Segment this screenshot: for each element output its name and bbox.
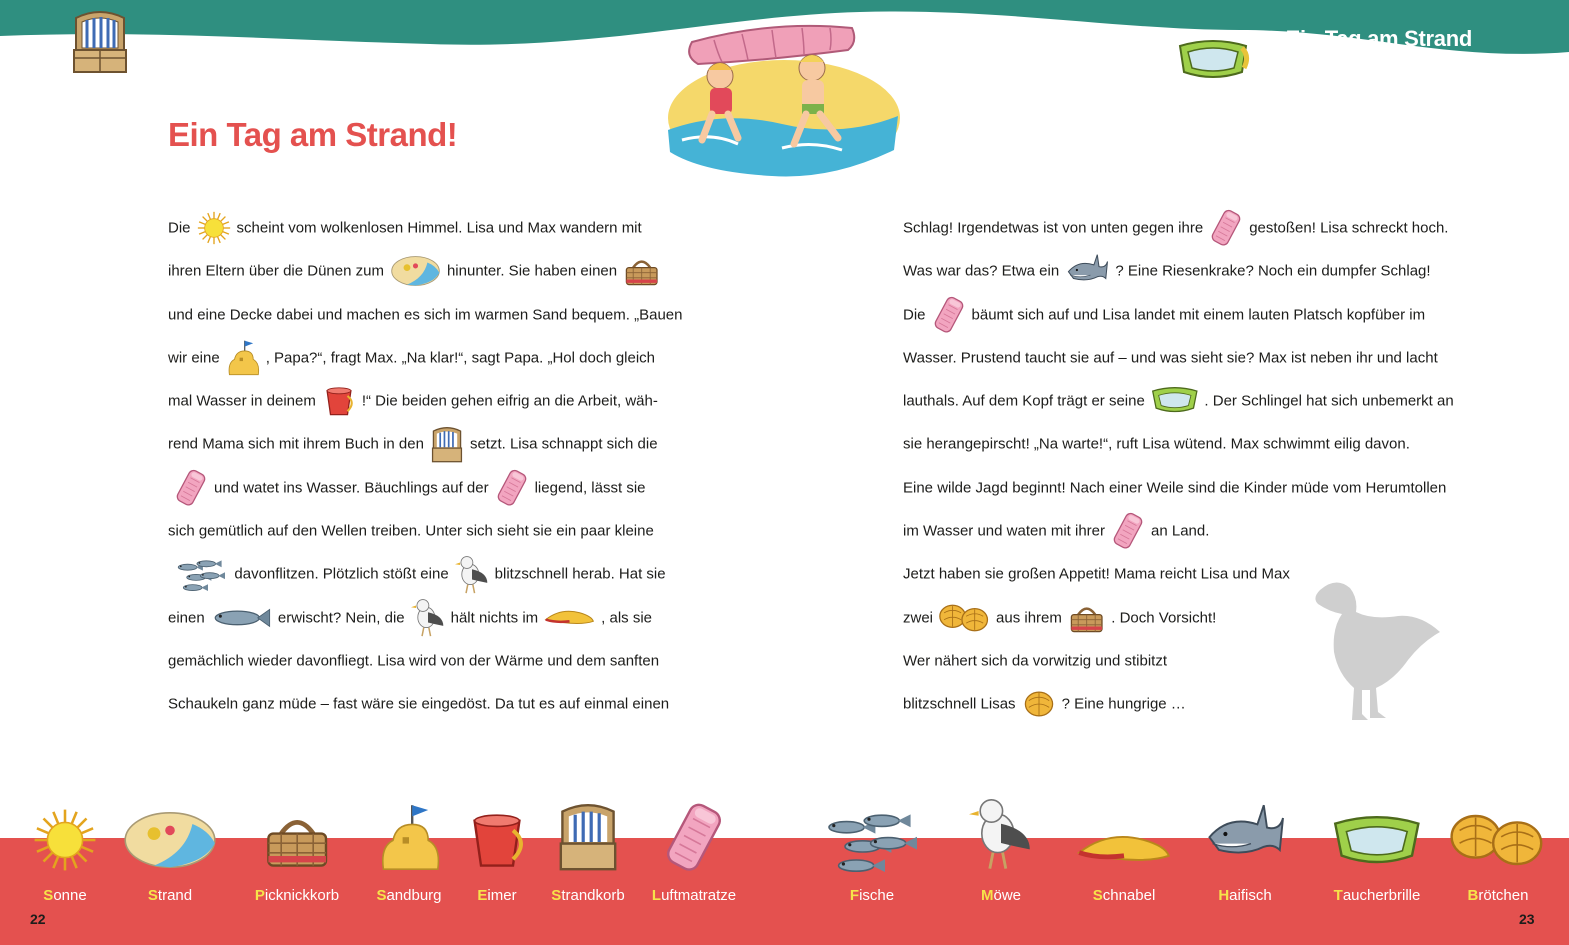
vocabulary-label: [802, 887, 942, 904]
story-column-left: [168, 206, 728, 726]
story-line: [168, 336, 728, 379]
story-line: [903, 293, 1493, 336]
story-line: [903, 422, 1493, 465]
shark-icon: [1175, 782, 1315, 872]
story-text: gestoßen! Lisa schreckt hoch.: [1249, 219, 1449, 237]
vocabulary-word-rest: ische: [859, 887, 895, 904]
story-text: einen: [168, 609, 205, 627]
beach-icon: [100, 782, 240, 872]
bucket-icon: [322, 384, 356, 418]
vocabulary-item: [1054, 782, 1194, 904]
vocabulary-initial: P: [254, 887, 265, 904]
story-text: sich gemütlich auf den Wellen treiben. Unter sich sieht sie ein paar kleine: [168, 522, 654, 540]
story-text: setzt. Lisa schnappt sich die: [469, 435, 658, 453]
vocabulary-initial: T: [1333, 887, 1343, 904]
fish-icon: [802, 782, 942, 872]
story-text: Schlag! Irgendetwas ist von unten gegen ihre: [903, 219, 1204, 237]
shark-icon: [1065, 253, 1109, 290]
vocabulary-label: [1428, 887, 1568, 904]
air-mattress-icon: [495, 469, 529, 506]
air-mattress-icon: [624, 782, 764, 872]
story-line: [903, 336, 1493, 379]
vocabulary-word-rest: rötchen: [1478, 887, 1529, 904]
beach-chair-icon: [430, 426, 464, 463]
story-line: [168, 293, 728, 336]
children-with-air-mattress-illustration: [662, 20, 902, 180]
section-title: Ein Tag am Strand: [1285, 26, 1472, 51]
vocabulary-initial: S: [551, 887, 562, 904]
story-text: Wer nähert sich da vorwitzig und stibitzt: [903, 652, 1168, 670]
air-mattress-icon: [1209, 209, 1243, 246]
story-line: [903, 379, 1493, 422]
vocabulary-word-rest: onne: [53, 887, 87, 904]
vocabulary-word-rest: trandkorb: [561, 887, 625, 904]
story-line: [168, 422, 728, 465]
vocabulary-word-rest: imer: [487, 887, 517, 904]
vocabulary-word-rest: icknickkorb: [264, 887, 340, 904]
vocabulary-label: [100, 887, 240, 904]
story-line: [168, 249, 728, 292]
vocabulary-initial: H: [1218, 887, 1230, 904]
vocabulary-initial: M: [980, 887, 994, 904]
story-text: . Doch Vorsicht!: [1111, 609, 1217, 627]
vocabulary-initial: S: [1092, 887, 1103, 904]
story-line: [168, 552, 728, 595]
story-text: hält nichts im: [450, 609, 539, 627]
story-title: Ein Tag am Strand!: [168, 116, 458, 153]
story-line: [903, 206, 1493, 249]
story-text: !“ Die beiden gehen eifrig an die Arbeit, wäh-: [361, 392, 658, 410]
beach-icon: [390, 254, 441, 288]
story-line: [168, 639, 728, 682]
vocabulary-word-rest: uftmatratze: [661, 887, 737, 904]
beak-icon: [1054, 782, 1194, 872]
beach-chair-icon: [70, 10, 130, 81]
story-text: davonflitzen. Plötzlich stößt eine: [234, 565, 449, 583]
story-text: hinunter. Sie haben einen: [446, 262, 618, 280]
story-text: scheint vom wolkenlosen Himmel. Lisa und Max wandern mit: [236, 219, 642, 237]
vocabulary-label: [931, 887, 1071, 904]
bread-roll-icon: [1022, 687, 1056, 721]
vocabulary-item: [624, 782, 764, 904]
sun-icon: [197, 211, 231, 245]
story-line: [903, 249, 1493, 292]
picnic-basket-icon: [1068, 601, 1105, 635]
diving-mask-icon: [1151, 386, 1199, 417]
vocabulary-initial: F: [849, 887, 860, 904]
diving-mask-icon: [1307, 782, 1447, 872]
diving-mask-icon: [1176, 38, 1250, 91]
vocabulary-label: [624, 887, 764, 904]
vocabulary-word-rest: chnabel: [1102, 887, 1156, 904]
story-text: ? Eine hungrige …: [1061, 695, 1186, 713]
vocabulary-label: [1175, 887, 1315, 904]
vocabulary-label: [1307, 887, 1447, 904]
fish-icon: [174, 557, 228, 591]
vocabulary-label: [1054, 887, 1194, 904]
vocabulary-item: [931, 782, 1071, 904]
story-line: [168, 206, 728, 249]
seagull-icon: [411, 597, 445, 638]
air-mattress-icon: [1111, 512, 1145, 549]
story-text: gemächlich wieder davonfliegt. Lisa wird von der Wärme und dem sanften: [168, 652, 660, 670]
story-text: Die: [168, 219, 191, 237]
story-text: Die: [903, 305, 926, 323]
beak-icon: [544, 606, 595, 630]
seagull-icon: [455, 554, 489, 595]
page-number-left: 22: [30, 911, 46, 927]
vocabulary-item: [802, 782, 942, 904]
vocabulary-item: [1175, 782, 1315, 904]
story-line: [168, 596, 728, 639]
air-mattress-icon: [932, 296, 966, 333]
sandcastle-icon: [226, 339, 260, 376]
story-line: [903, 509, 1493, 552]
vocabulary-item: [1428, 782, 1568, 904]
vocabulary-initial: B: [1467, 887, 1479, 904]
seagull-silhouette: [1312, 576, 1442, 724]
story-text: und watet ins Wasser. Bäuchlings auf der: [214, 479, 489, 497]
bread-rolls-icon: [1428, 782, 1568, 872]
story-line: [168, 466, 728, 509]
vocabulary-word-rest: aucherbrille: [1342, 887, 1421, 904]
story-line: [168, 379, 728, 422]
story-text: aus ihrem: [996, 609, 1062, 627]
vocabulary-initial: S: [376, 887, 387, 904]
vocabulary-item: [100, 782, 240, 904]
story-text: rend Mama sich mit ihrem Buch in den: [168, 435, 424, 453]
story-text: Eine wilde Jagd beginnt! Nach einer Weile sind die Kinder müde vom Herumtollen: [903, 479, 1447, 497]
story-text: wir eine: [168, 349, 220, 367]
story-text: bäumt sich auf und Lisa landet mit einem lauten Platsch kopfüber im: [971, 305, 1426, 323]
story-text: Jetzt haben sie großen Appetit! Mama reicht Lisa und Max: [903, 565, 1290, 583]
story-text: und eine Decke dabei und machen es sich im warmen Sand bequem. „Bauen: [168, 305, 683, 323]
story-text: Schaukeln ganz müde – fast wäre sie eingedöst. Da tut es auf einmal einen: [168, 695, 670, 713]
vocabulary-list: [0, 782, 1569, 912]
bread-rolls-icon: [939, 601, 990, 635]
vocabulary-initial: S: [147, 887, 158, 904]
story-text: erwischt? Nein, die: [277, 609, 405, 627]
picnic-basket-icon: [623, 254, 660, 288]
story-text: , als sie: [601, 609, 653, 627]
story-text: liegend, lässt sie: [534, 479, 646, 497]
vocabulary-initial: S: [43, 887, 54, 904]
story-line: [168, 509, 728, 552]
page-number-right: 23: [1519, 911, 1535, 927]
single-fish-icon: [211, 606, 272, 630]
vocabulary-initial: L: [651, 887, 662, 904]
story-text: im Wasser und waten mit ihrer: [903, 522, 1106, 540]
story-text: ihren Eltern über die Dünen zum: [168, 262, 384, 280]
vocabulary-word-rest: andburg: [386, 887, 442, 904]
story-text: blitzschnell herab. Hat sie: [494, 565, 666, 583]
story-text: blitzschnell Lisas: [903, 695, 1016, 713]
story-text: sie herangepirscht! „Na warte!“, ruft Lisa wütend. Max schwimmt eilig davon.: [903, 435, 1410, 453]
story-text: zwei: [903, 609, 934, 627]
story-line: [903, 466, 1493, 509]
vocabulary-word-rest: aifisch: [1229, 887, 1272, 904]
story-text: . Der Schlingel hat sich unbemerkt an: [1204, 392, 1454, 410]
story-text: ? Eine Riesenkrake? Noch ein dumpfer Schlag!: [1115, 262, 1431, 280]
vocabulary-item: [1307, 782, 1447, 904]
story-text: Wasser. Prustend taucht sie auf – und was sieht sie? Max ist neben ihr und lacht: [903, 349, 1438, 367]
vocabulary-initial: E: [477, 887, 488, 904]
vocabulary-word-rest: trand: [157, 887, 193, 904]
story-text: mal Wasser in deinem: [168, 392, 316, 410]
seagull-icon: [931, 782, 1071, 872]
story-line: [168, 682, 728, 725]
story-text: an Land.: [1151, 522, 1210, 540]
story-text: Was war das? Etwa ein: [903, 262, 1060, 280]
story-text: lauthals. Auf dem Kopf trägt er seine: [903, 392, 1145, 410]
story-text: , Papa?“, fragt Max. „Na klar!“, sagt Papa. „Hol doch gleich: [265, 349, 656, 367]
vocabulary-word-rest: öwe: [993, 887, 1022, 904]
air-mattress-icon: [174, 469, 208, 506]
